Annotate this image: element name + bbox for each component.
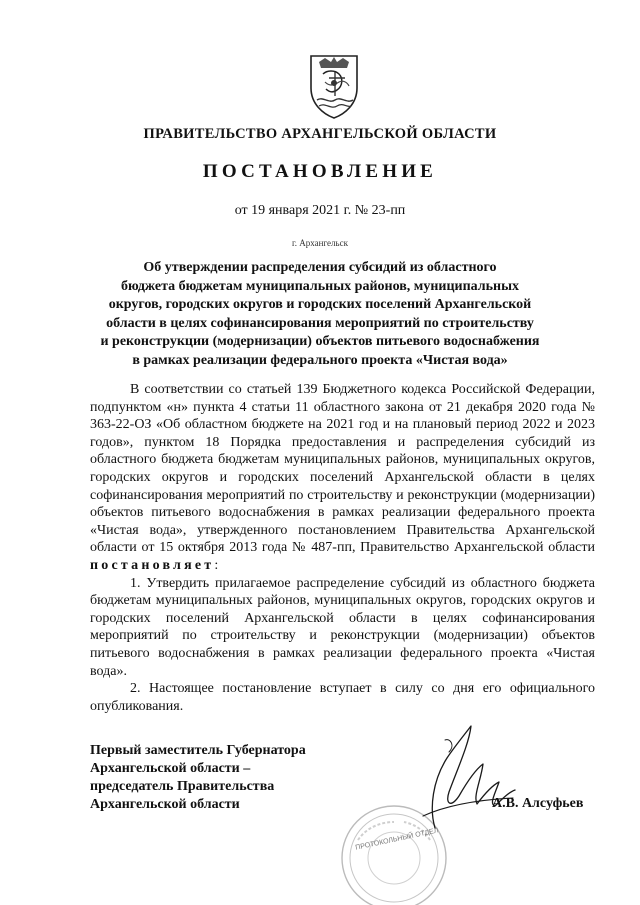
preamble-text: В соответствии со статьей 139 Бюджетного кодекса Российской Федерации, подпунктом «н» пункта 4 статьи 11 областного закона от 21 декабря 2020 года № 363-22-ОЗ «Об областном бюджете на 2021 год и на плановый период 2022 и 2023 годов», пунктом 18 Порядка предоставления и распределения субсидий из областного бюджета бюджетам муниципальных районов, муниципальных округов, городских округов и городских поселений Архангельской области в целях софинансирования мероприятий по строительству и реконструкции (модернизации) объектов питьевого водоснабжения в рамках реализации федерального проекта «Чистая вода», утвержденного постановлением Правительства Архангельской области от 15 октября 2013 года № 487-пп, Правительство Архангельской области — [90, 382, 595, 556]
title-line: в рамках реализации федерального проекта «Чистая вода» — [132, 352, 508, 368]
title-line: и реконструкции (модернизации) объектов питьевого водоснабжения — [100, 334, 540, 350]
title-line: Об утверждении распределения субсидий из областного — [143, 260, 497, 275]
signer-position-line: Первый заместитель Губернатора — [90, 743, 306, 758]
document-title — [80, 259, 560, 371]
decree-word: постановляет — [90, 557, 215, 573]
document-city: г. Архангельск — [292, 238, 348, 248]
title-line: округов, городских округов и городских поселений Архангельской — [108, 297, 532, 313]
title-line: бюджета бюджетам муниципальных районов, муниципальных — [120, 278, 520, 294]
item-paragraph-2: 2. Настоящее постановление вступает в силу со дня его официального опубликования. — [90, 681, 595, 714]
title-line: области в целях софинансирования мероприятий по строительству — [106, 315, 534, 331]
document-date-number: от 19 января 2021 г. № 23-пп — [234, 203, 406, 218]
stamp-text: ПРОТОКОЛЬНЫЙ ОТДЕЛ — [354, 827, 440, 852]
decree-colon: : — [214, 557, 219, 573]
document-type: ПОСТАНОВЛЕНИЕ — [202, 161, 438, 182]
item-paragraph-1: 1. Утвердить прилагаемое распределение субсидий из областного бюджета бюджетам муниципальных районов, муниципальных округов, городских округов и городских поселений Архангельской области в целях софинансирования мероприятий по строительству и реконструкции (модернизации) объектов питьевого водоснабжения в рамках реализации федерального проекта «Чистая вода». — [90, 575, 595, 679]
document-body — [90, 381, 595, 715]
handwritten-signature — [395, 720, 525, 840]
signer-name: А.В. Алсуфьев — [492, 796, 584, 811]
signer-position-line: Архангельской области – — [90, 761, 251, 776]
signer-position-line: Архангельской области — [90, 797, 240, 812]
organization-name: ПРАВИТЕЛЬСТВО АРХАНГЕЛЬСКОЙ ОБЛАСТИ — [143, 126, 497, 142]
preamble-paragraph — [90, 381, 595, 575]
signer-position — [90, 742, 350, 814]
coat-of-arms-icon — [305, 52, 363, 120]
signer-position-line: председатель Правительства — [90, 779, 275, 794]
